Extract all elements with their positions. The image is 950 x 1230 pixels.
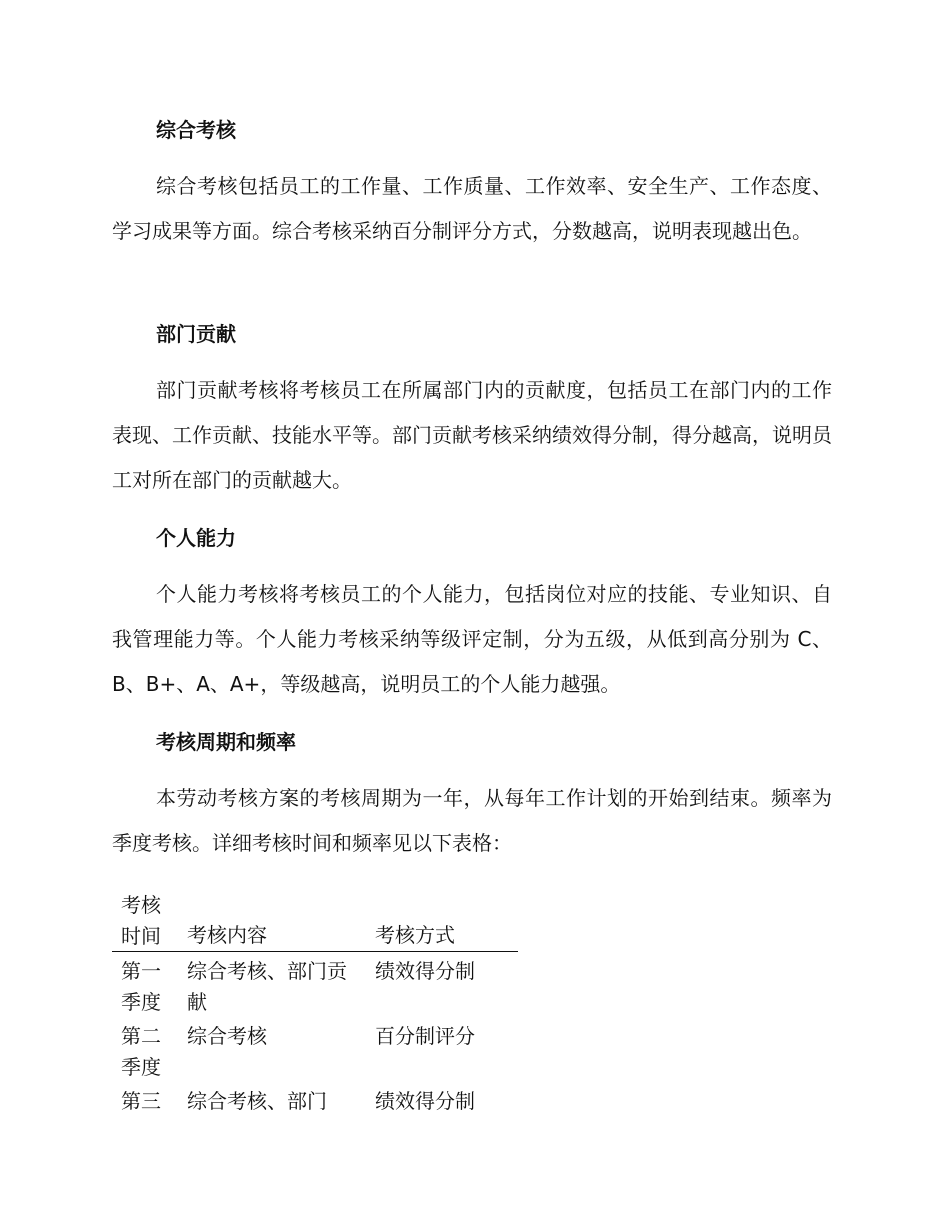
table-header-row — [112, 890, 518, 952]
table-cell-time: 第一季度 — [121, 959, 161, 1014]
table-cell-method: 绩效得分制 — [375, 959, 475, 983]
section-heading-cycle: 考核周期和频率 — [156, 730, 296, 754]
table-cell-time: 第二季度 — [121, 1024, 161, 1079]
table-header-content: 考核内容 — [187, 923, 267, 947]
section-heading-personal: 个人能力 — [156, 526, 236, 550]
table-cell-content: 综合考核、部门贡献 — [187, 959, 347, 1014]
table-row — [112, 1082, 518, 1122]
table-row — [112, 952, 518, 1017]
table-cell-time: 第三 — [121, 1089, 161, 1113]
section-body-cycle: 本劳动考核方案的考核周期为一年，从每年工作计划的开始到结束。频率为季度考核。详细考核时间和频率见以下表格： — [112, 786, 832, 855]
table-cell-method: 百分制评分 — [375, 1024, 475, 1048]
table-cell-method: 绩效得分制 — [375, 1089, 475, 1113]
table-header-method: 考核方式 — [375, 923, 455, 947]
table-cell-content: 综合考核、部门 — [187, 1089, 327, 1113]
section-heading-comprehensive: 综合考核 — [156, 118, 236, 142]
schedule-table — [112, 890, 518, 1122]
section-body-department: 部门贡献考核将考核员工在所属部门内的贡献度，包括员工在部门内的工作表现、工作贡献、技能水平等。部门贡献考核采纳绩效得分制，得分越高，说明员工对所在部门的贡献越大。 — [112, 378, 832, 492]
section-body-personal: 个人能力考核将考核员工的个人能力，包括岗位对应的技能、专业知识、自我管理能力等。个人能力考核采纳等级评定制，分为五级，从低到高分别为 C、B、B+、A、A+，等级越高，说明员工的个人能力越强。 — [112, 582, 832, 696]
section-body-comprehensive: 综合考核包括员工的工作量、工作质量、工作效率、安全生产、工作态度、学习成果等方面。综合考核采纳百分制评分方式，分数越高，说明表现越出色。 — [112, 174, 832, 243]
table-header-time: 考核时间 — [121, 893, 161, 948]
table-row — [112, 1017, 518, 1082]
table-cell-content: 综合考核 — [187, 1024, 267, 1048]
section-heading-department: 部门贡献 — [156, 322, 236, 346]
